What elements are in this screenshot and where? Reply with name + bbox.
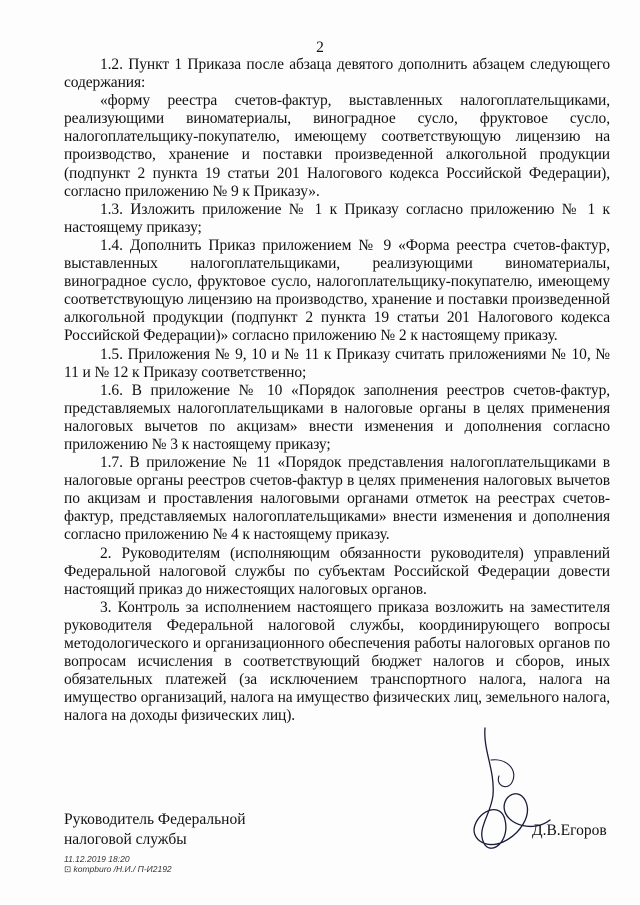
document-footer [64, 854, 172, 874]
paragraph-2: 2. Руководителям (исполняющим обязанности руководителя) управлений Федеральной налоговой службы по субъектам Российской Федерации довести настоящий приказ до нижестоящих налоговых органов. [64, 544, 610, 598]
paragraph-1-3: 1.3. Изложить приложение № 1 к Приказу согласно приложению № 1 к настоящему приказу; [64, 200, 610, 236]
paragraph-1-5: 1.5. Приложения № 9, 10 и № 11 к Приказу считать приложениями № 10, № 11 и № 12 к Приказу соответственно; [64, 345, 610, 381]
file-ref-icon: ⊡ [64, 864, 74, 874]
paragraph-3: 3. Контроль за исполнением настоящего приказа возложить на заместителя руководителя Федеральной налоговой службы, координирующего вопросы методологического и организационного обеспечения работы налоговых органов по вопросам исчисления в соответствующий бюджет налогов и сборов, иных обязательных платежей (за исключением транспортного налога, налога на имущество организаций, налога на имущество физических лиц, земельного налога, налога на доходы физических лиц). [64, 598, 610, 725]
paragraph-1-2: 1.2. Пункт 1 Приказа после абзаца девятого дополнить абзацем следующего содержания: [64, 56, 610, 92]
paragraph-1-6: 1.6. В приложение № 10 «Порядок заполнения реестров счетов-фактур, представляемых налогоплательщиками в налоговые органы в целях применения налоговых вычетов по акцизам» внести изменения и дополнения согласно приложению № 3 к настоящему приказу; [64, 381, 610, 453]
document-body [64, 56, 610, 725]
signatory-title-line2: налоговой службы [64, 831, 187, 848]
signatory-title-line1: Руководитель Федеральной [64, 811, 246, 828]
page-number: 2 [316, 39, 324, 56]
footer-file-ref [64, 864, 172, 874]
signatory-title [64, 810, 246, 850]
paragraph-1-7: 1.7. В приложение № 11 «Порядок представления налогоплательщиками в налоговые органы реестров счетов-фактур в целях применения налоговых вычетов по акцизам и проставления налоговыми органами отметок на реестрах счетов-фактур, представляемых налогоплательщиками» внести изменения и дополнения согласно приложению № 4 к настоящему приказу. [64, 454, 610, 544]
paragraph-quote: «форму реестра счетов-фактур, выставленных налогоплательщиками, реализующими виноматериалы, виноградное сусло, фруктовое сусло, налогоплательщику-покупателю, имеющему соответствующую лицензию на производство, хранение и поставки произведенной алкогольной продукции (подпункт 2 пункта 19 статьи 201 Налогового кодекса Российской Федерации), согласно приложению № 9 к Приказу». [64, 92, 610, 200]
paragraph-1-4: 1.4. Дополнить Приказ приложением № 9 «Форма реестра счетов-фактур, выставленных налогоплательщиками, реализующими виноматериалы, виноградное сусло, фруктовое сусло, налогоплательщику-покупателю, имеющему соответствующую лицензию на производство, хранение и поставки произведенной алкогольной продукции (подпункт 2 пункта 19 статьи 201 Налогового кодекса Российской Федерации)» согласно приложению № 2 к настоящему приказу. [64, 236, 610, 345]
footer-file-ref-text: kompburo /Н.И./ П-И2192 [73, 864, 172, 874]
footer-timestamp: 11.12.2019 18:20 [64, 854, 130, 864]
signatory-name: Д.В.Егоров [532, 822, 607, 839]
